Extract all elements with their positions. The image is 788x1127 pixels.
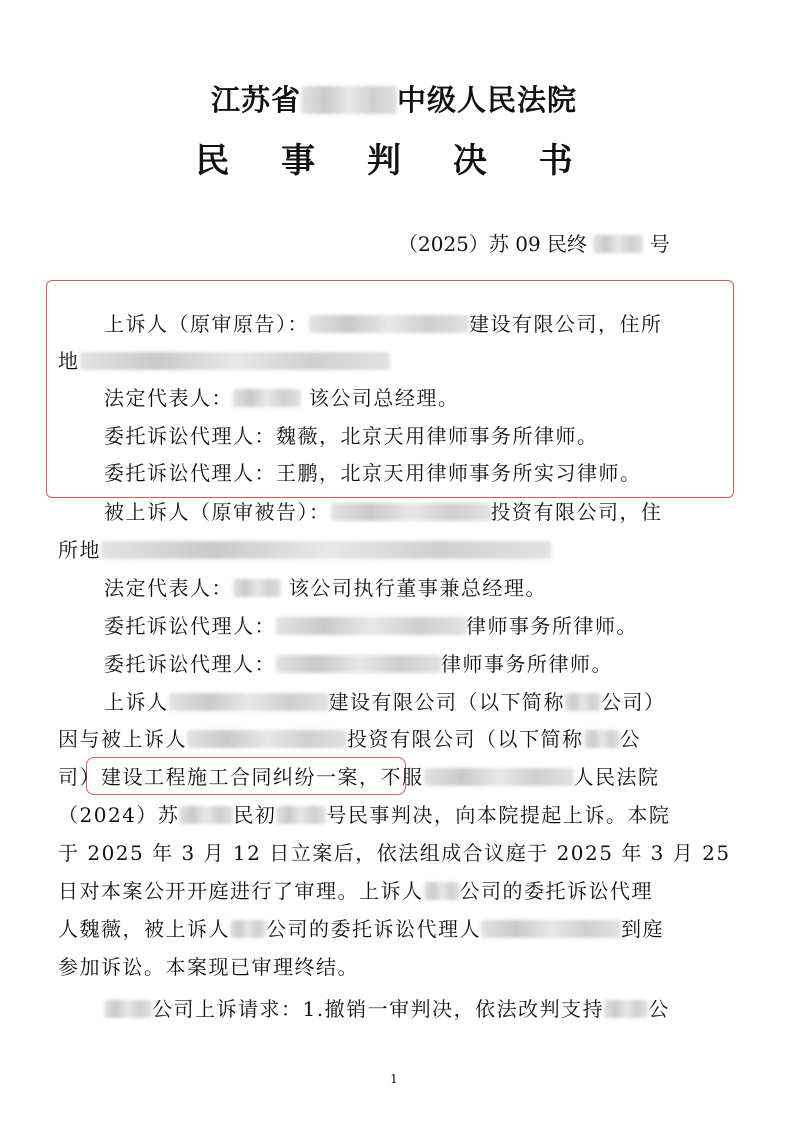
redacted-case-no <box>276 806 326 824</box>
redacted-city <box>301 86 397 114</box>
body-line-2: 因与被上诉人 投资有限公司（以下简称 公 <box>58 727 641 751</box>
redacted-case-number <box>593 235 643 253</box>
redacted-short-name <box>584 730 620 748</box>
redacted-legal-rep-name <box>233 389 301 407</box>
court-suffix: 中级人民法院 <box>397 83 578 117</box>
body-line-7: 人魏薇，被上诉人 公司的委托诉讼代理人 到庭 <box>58 917 664 941</box>
body-line-5: 于 2025 年 3 月 12 日立案后，依法组成合议庭于 2025 年 3 月 25 <box>58 841 731 865</box>
appellee-line: 被上诉人（原审被告）： 投资有限公司，住 <box>104 500 663 524</box>
document-title: 民 事 判 决 书 <box>195 141 593 181</box>
redacted-short-name <box>230 920 266 938</box>
body-line-1: 上诉人 建设有限公司（以下简称 公司） <box>104 690 666 714</box>
redacted-appellee-agent-1 <box>276 617 466 635</box>
redacted-appellee-address <box>101 541 551 559</box>
redacted-appellee-rep-name <box>233 579 281 597</box>
redacted-short-name <box>565 693 601 711</box>
redacted-party <box>187 730 347 748</box>
appellant-agent-2: 委托诉讼代理人：王鹏，北京天用律师事务所实习律师。 <box>104 461 642 485</box>
dispute-type: 建设工程施工合同纠纷一案 <box>101 765 359 789</box>
body-line-3: 司）建设工程施工合同纠纷一案，不服 人民法院 <box>58 765 660 789</box>
appellant-legal-rep: 法定代表人： 该公司总经理。 <box>104 386 460 410</box>
redacted-party <box>604 1000 648 1018</box>
appellee-legal-rep: 法定代表人： 该公司执行董事兼总经理。 <box>104 576 547 600</box>
redacted-appellant-address <box>80 352 390 370</box>
body-line-4: （2024）苏 民初 号民事判决，向本院提起上诉。本院 <box>58 803 671 827</box>
appellee-agent-2: 委托诉讼代理人： 律师事务所律师。 <box>104 652 613 676</box>
case-number: （2025）苏 09 民终 号 <box>398 232 670 256</box>
court-name <box>0 78 788 119</box>
appellant-address-line: 地 <box>58 345 390 374</box>
body-line-8: 参加诉讼。本案现已审理终结。 <box>58 955 359 979</box>
appellant-agent-1: 委托诉讼代理人：魏薇，北京天用律师事务所律师。 <box>104 424 599 448</box>
redacted-short-name <box>424 882 460 900</box>
redacted-party <box>169 693 329 711</box>
court-prefix: 江苏省 <box>210 83 301 117</box>
appellee-address-line: 所地 <box>58 534 551 563</box>
redacted-court-code <box>179 806 233 824</box>
redacted-appellee-agent-2 <box>276 655 441 673</box>
redacted-appellant-name <box>309 315 469 333</box>
body-line-9: 公司上诉请求：1.撤销一审判决，依法改判支持 公 <box>104 993 670 1022</box>
redacted-agent-names <box>481 920 621 938</box>
redacted-short-name <box>104 1000 152 1018</box>
appellant-line: 上诉人（原审原告）： 建设有限公司，住所 <box>104 312 663 336</box>
appellee-agent-1: 委托诉讼代理人： 律师事务所律师。 <box>104 614 638 638</box>
page-number: 1 <box>390 1072 398 1086</box>
redacted-appellee-name <box>331 503 491 521</box>
body-line-6: 日对本案公开开庭进行了审理。上诉人 公司的委托诉讼代理 <box>58 879 653 903</box>
redacted-lower-court <box>424 768 574 786</box>
